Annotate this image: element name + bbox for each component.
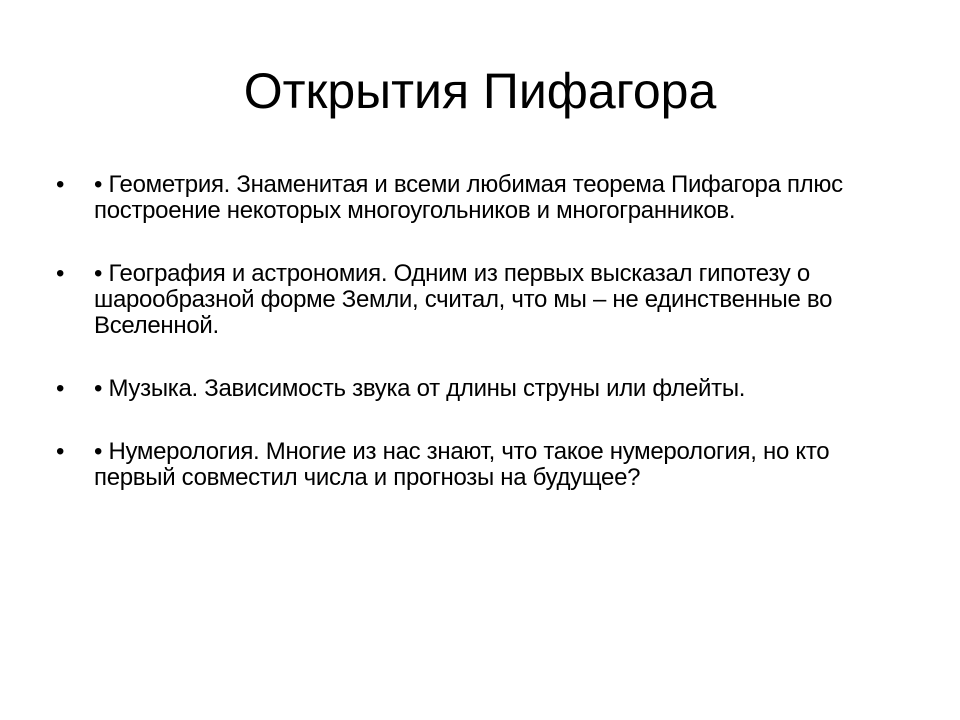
bullet-marker: • — [56, 171, 65, 198]
bullet-marker: • — [56, 260, 65, 287]
bullet-text-numerology: • Нумерология. Многие из нас знают, что такое нумерология, но кто первый совместил числа и прогнозы на будущее? — [94, 438, 830, 491]
bullet-text-geography-astronomy: • География и астрономия. Одним из первых высказал гипотезу о шарообразной форме Земли, считал, что мы – не единственные во Вселенной. — [94, 260, 833, 339]
bullet-text-music: • Музыка. Зависимость звука от длины струны или флейты. — [94, 375, 746, 402]
slide-title: Открытия Пифагора — [243, 63, 717, 119]
bullet-text-geometry: • Геометрия. Знаменитая и всеми любимая теорема Пифагора плюс построение некоторых многоугольников и многогранников. — [94, 171, 843, 224]
bullet-marker: • — [56, 375, 65, 402]
bullet-marker: • — [56, 438, 65, 465]
